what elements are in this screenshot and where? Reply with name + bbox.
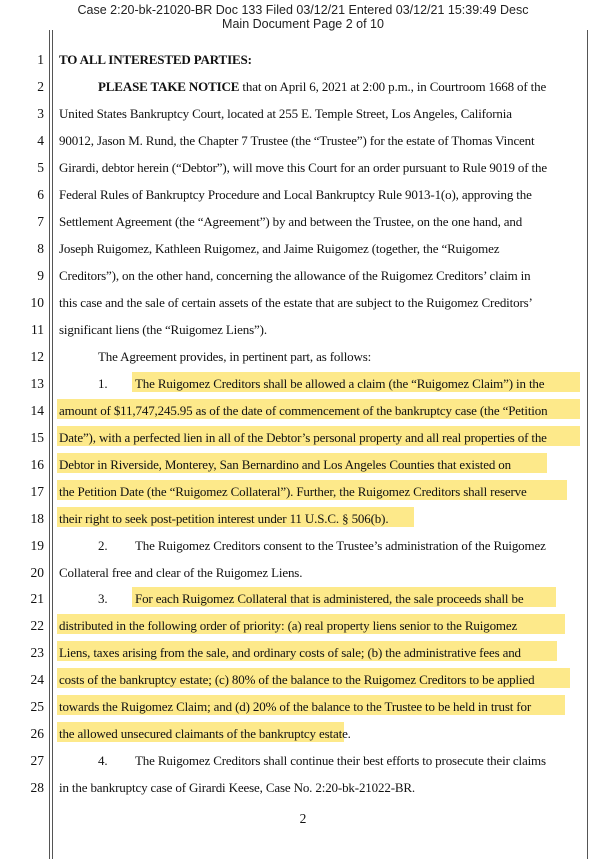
body-text-span: that on April 6, 2021 at 2:00 p.m., in Courtroom 1668 of the bbox=[239, 79, 547, 94]
paragraph-number: 4. bbox=[98, 753, 108, 768]
page-number: 2 bbox=[299, 811, 307, 826]
body-text-line: Federal Rules of Bankruptcy Procedure and Local Bankruptcy Rule 9013-1(o), approving the bbox=[59, 187, 532, 202]
body-text-line: Creditors”), on the other hand, concerning the allowance of the Ruigomez Creditors’ claim in bbox=[59, 268, 531, 283]
body-text-line: The Ruigomez Creditors shall be allowed a claim (the “Ruigomez Claim”) in the bbox=[135, 376, 545, 391]
body-text-line: the allowed unsecured claimants of the bankruptcy estate. bbox=[59, 726, 351, 741]
line-number: 17 bbox=[30, 484, 44, 499]
salutation-heading: TO ALL INTERESTED PARTIES: bbox=[59, 52, 252, 67]
paragraph-number: 1. bbox=[98, 376, 108, 391]
body-text-line: their right to seek post-petition interest under 11 U.S.C. § 506(b). bbox=[59, 511, 389, 526]
body-text-line: the Petition Date (the “Ruigomez Collateral”). Further, the Ruigomez Creditors shall reserve bbox=[59, 484, 527, 499]
line-number: 18 bbox=[30, 511, 44, 526]
body-text-line: Girardi, debtor herein (“Debtor”), will move this Court for an order pursuant to Rule 9019 of the bbox=[59, 160, 547, 175]
body-text-line: this case and the sale of certain assets of the estate that are subject to the Ruigomez Creditors’ bbox=[59, 295, 533, 310]
left-margin-rule-inner bbox=[52, 30, 53, 859]
body-text-line: The Ruigomez Creditors consent to the Trustee’s administration of the Ruigomez bbox=[135, 538, 546, 553]
line-number: 15 bbox=[30, 430, 44, 445]
body-text-line: Settlement Agreement (the “Agreement”) by and between the Trustee, on the one hand, and bbox=[59, 214, 523, 229]
line-number: 25 bbox=[30, 699, 44, 714]
line-number: 23 bbox=[30, 645, 44, 660]
line-number: 11 bbox=[31, 322, 44, 337]
line-number: 6 bbox=[37, 187, 44, 202]
left-margin-rule bbox=[49, 30, 50, 859]
body-text-line: The Agreement provides, in pertinent part, as follows: bbox=[98, 349, 372, 364]
body-text-line: United States Bankruptcy Court, located at 255 E. Temple Street, Los Angeles, California bbox=[59, 106, 512, 121]
line-number: 3 bbox=[37, 106, 44, 121]
body-text-line: amount of $11,747,245.95 as of the date of commencement of the bankruptcy case (the “Petition bbox=[59, 403, 548, 418]
line-number: 19 bbox=[30, 538, 44, 553]
paragraph-number: 2. bbox=[98, 538, 108, 553]
body-text-line bbox=[98, 79, 583, 95]
right-margin-rule bbox=[587, 30, 588, 859]
body-text-line: distributed in the following order of priority: (a) real property liens senior to the Ruigomez bbox=[59, 618, 518, 633]
line-number: 5 bbox=[37, 160, 44, 175]
line-number: 24 bbox=[30, 672, 44, 687]
case-header-line: Case 2:20-bk-21020-BR Doc 133 Filed 03/12/21 Entered 03/12/21 15:39:49 Desc bbox=[77, 3, 529, 17]
line-number: 4 bbox=[37, 133, 44, 148]
line-number: 16 bbox=[30, 457, 44, 472]
line-number: 9 bbox=[37, 268, 44, 283]
body-text-line: For each Ruigomez Collateral that is administered, the sale proceeds shall be bbox=[135, 591, 524, 606]
paragraph-number: 3. bbox=[98, 591, 108, 606]
line-number: 27 bbox=[30, 753, 44, 768]
notice-lead-in: PLEASE TAKE NOTICE bbox=[98, 79, 240, 94]
line-number: 2 bbox=[37, 79, 44, 94]
body-text-line: 90012, Jason M. Rund, the Chapter 7 Trustee (the “Trustee”) for the estate of Thomas Vincent bbox=[59, 133, 535, 148]
line-number: 13 bbox=[30, 376, 44, 391]
line-number: 21 bbox=[30, 591, 44, 606]
body-text-line: towards the Ruigomez Claim; and (d) 20% of the balance to the Trustee to be held in trust for bbox=[59, 699, 532, 714]
body-text-line: Debtor in Riverside, Monterey, San Bernardino and Los Angeles Counties that existed on bbox=[59, 457, 512, 472]
line-number: 14 bbox=[30, 403, 44, 418]
line-number: 10 bbox=[30, 295, 44, 310]
line-number: 20 bbox=[30, 565, 44, 580]
body-text-line: in the bankruptcy case of Girardi Keese, Case No. 2:20-bk-21022-BR. bbox=[59, 780, 416, 795]
case-header-subline: Main Document Page 2 of 10 bbox=[222, 17, 384, 31]
body-text-line: Collateral free and clear of the Ruigomez Liens. bbox=[59, 565, 303, 580]
body-text-line: Liens, taxes arising from the sale, and ordinary costs of sale; (b) the administrative fees and bbox=[59, 645, 521, 660]
body-text-line: The Ruigomez Creditors shall continue their best efforts to prosecute their claims bbox=[135, 753, 546, 768]
line-number: 1 bbox=[37, 52, 44, 67]
line-number: 7 bbox=[37, 214, 44, 229]
body-text-line: Joseph Ruigomez, Kathleen Ruigomez, and Jaime Ruigomez (together, the “Ruigomez bbox=[59, 241, 500, 256]
line-number: 28 bbox=[30, 780, 44, 795]
body-text-line: significant liens (the “Ruigomez Liens”). bbox=[59, 322, 267, 337]
line-number: 26 bbox=[30, 726, 44, 741]
line-number: 22 bbox=[30, 618, 44, 633]
body-text-line: Date”), with a perfected lien in all of the Debtor’s personal property and all real properties of the bbox=[59, 430, 547, 445]
line-number: 12 bbox=[30, 349, 44, 364]
line-number: 8 bbox=[37, 241, 44, 256]
body-text-line: costs of the bankruptcy estate; (c) 80% of the balance to the Ruigomez Creditors to be applied bbox=[59, 672, 535, 687]
